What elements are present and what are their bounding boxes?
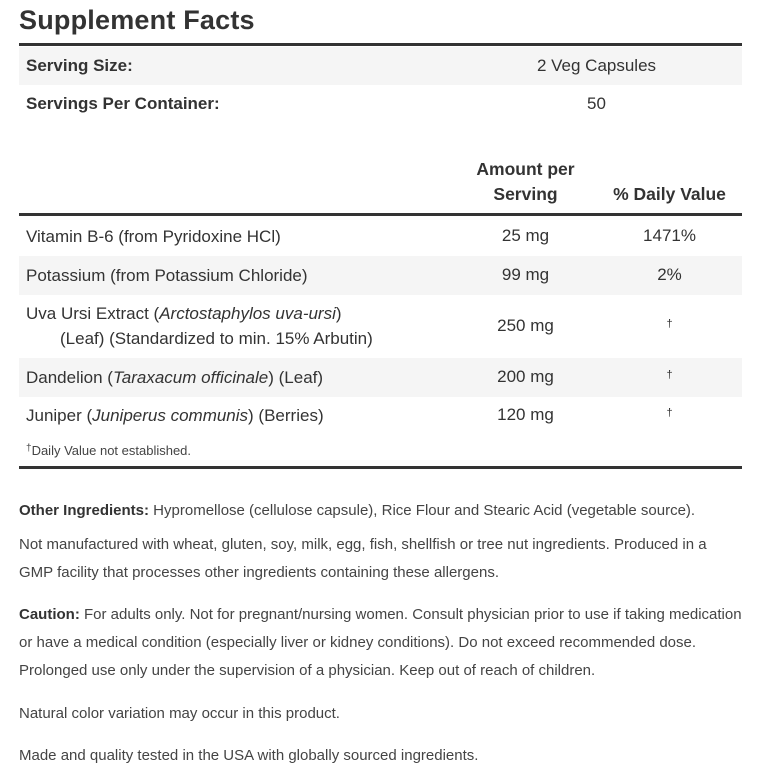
nutrient-name: Vitamin B-6 (from Pyridoxine HCl) <box>26 227 281 246</box>
nutrient-amount: 120 mg <box>497 405 554 424</box>
nutrient-name-post: ) (Leaf) <box>268 368 324 387</box>
nutrient-daily-value: 2% <box>657 265 682 284</box>
serving-size-value: 2 Veg Capsules <box>536 56 657 75</box>
nutrient-daily-value: † <box>666 407 673 419</box>
servings-per-container-value: 50 <box>587 94 606 113</box>
serving-size-label: Serving Size: <box>26 56 133 75</box>
daily-value-footnote <box>26 443 191 458</box>
nutrient-name <box>26 403 324 428</box>
other-ingredients-text: Hypromellose (cellulose capsule), Rice Flour and Stearic Acid (vegetable source). <box>149 502 696 519</box>
dagger-mark: † <box>26 443 32 454</box>
servings-per-container-row <box>19 85 742 123</box>
nutrient-name-line2: (Leaf) (Standardized to min. 15% Arbutin) <box>60 329 373 348</box>
made-in-usa-note: Made and quality tested in the USA with globally sourced ingredients. <box>19 747 479 764</box>
nutrient-name-pre: Juniper ( <box>26 406 93 425</box>
nutrient-amount: 200 mg <box>497 367 554 386</box>
table-bottom-rule <box>19 466 742 469</box>
nutrient-name: Potassium (from Potassium Chloride) <box>26 266 308 285</box>
allergen-statement: Not manufactured with wheat, gluten, soy, milk, egg, fish, shellfish or tree nut ingredients. Produced in a GMP facility that processes other ingredients containing these allergens. <box>19 536 707 581</box>
nutrient-name-post: ) (Berries) <box>248 406 324 425</box>
nutrient-name-pre: Dandelion ( <box>26 368 113 387</box>
nutrient-row-vitamin-b6 <box>19 216 742 256</box>
nutrient-row-potassium <box>19 256 742 295</box>
caution-label: Caution: <box>19 606 80 623</box>
nutrient-daily-value: 1471% <box>643 226 696 245</box>
nutrient-daily-value: † <box>666 369 673 381</box>
daily-value-header: % Daily Value <box>613 184 726 204</box>
nutrient-amount: 25 mg <box>501 226 550 245</box>
amount-per-serving-header <box>449 157 602 207</box>
nutrient-latin-name: Arctostaphylos uva-ursi <box>159 304 336 323</box>
color-variation-note: Natural color variation may occur in this product. <box>19 705 340 722</box>
title-rule <box>19 43 742 46</box>
servings-per-container-label: Servings Per Container: <box>26 94 220 113</box>
nutrient-row-uva-ursi <box>19 295 742 358</box>
footnote-text: Daily Value not established. <box>31 443 192 458</box>
nutrient-row-juniper <box>19 397 742 435</box>
nutrient-row-dandelion <box>19 358 742 397</box>
nutrient-name-pre: Uva Ursi Extract ( <box>26 304 160 323</box>
nutrient-latin-name: Taraxacum officinale <box>112 368 269 387</box>
nutrient-amount: 250 mg <box>497 316 554 335</box>
amount-header-line1: Amount per <box>476 159 575 179</box>
other-ingredients-label: Other Ingredients: <box>19 502 150 519</box>
page-title: Supplement Facts <box>19 5 255 35</box>
other-ingredients <box>19 497 749 525</box>
nutrient-amount: 99 mg <box>501 265 550 284</box>
nutrient-name <box>26 301 342 326</box>
amount-header-line2: Serving <box>493 184 558 204</box>
nutrient-latin-name: Juniperus communis <box>92 406 249 425</box>
caution-text: For adults only. Not for pregnant/nursing women. Consult physician prior to use if taking medication or have a medical condition (especially liver or kidney conditions). Do not exceed recommended dose. Prolonged use only under the supervision of a physician. Keep out of reach of children. <box>19 606 742 679</box>
caution-statement <box>19 601 744 685</box>
nutrient-daily-value: † <box>666 318 673 330</box>
nutrient-name <box>26 365 323 390</box>
serving-size-row <box>19 47 742 85</box>
nutrient-name-post: ) <box>335 304 342 323</box>
